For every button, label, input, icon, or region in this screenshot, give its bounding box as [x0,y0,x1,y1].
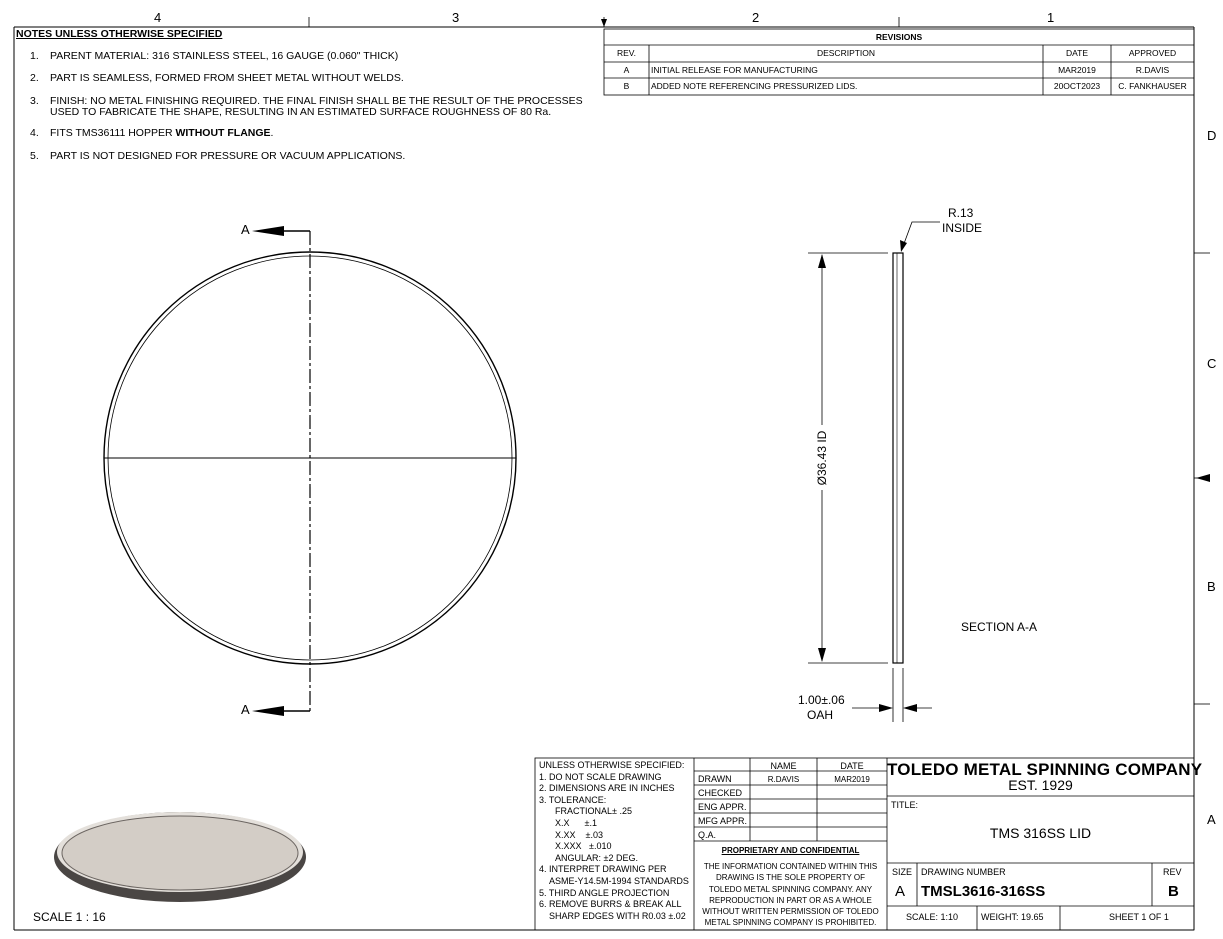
tolerance-line: 5. THIRD ANGLE PROJECTION [539,887,670,898]
approval-date-drawn: MAR2019 [834,775,870,784]
tolerance-line: ASME-Y14.5M-1994 STANDARDS [549,875,689,886]
note-text-4: FITS TMS36111 HOPPER WITHOUT FLANGE. [50,127,274,139]
desc-col-header: DESCRIPTION [816,48,876,58]
zone-label-1: 1 [1047,10,1055,25]
drawing-title: TMS 316SS LID [989,825,1092,841]
note-number-1: 1. [30,50,39,62]
isometric-lid-view [54,812,306,902]
approval-label-mfg: MFG APPR. [698,816,748,826]
diameter-dimension: Ø36.43 ID [815,430,829,486]
proprietary-line: WITHOUT WRITTEN PERMISSION OF TOLEDO [702,907,879,917]
sheet-number: SHEET 1 OF 1 [1109,912,1169,922]
revision-letter: B [1168,883,1179,900]
note-number-3: 3. [30,95,39,107]
tolerance-line: SHARP EDGES WITH R0.03 ±.02 [549,910,686,921]
zone-label-2: 2 [752,10,760,25]
tolerance-line: 6. REMOVE BURRS & BREAK ALL [539,899,682,910]
tolerance-line: X.XX ±.03 [555,829,603,840]
zone-label-a: A [1207,812,1216,827]
drawing-number-label: DRAWING NUMBER [921,867,1006,877]
note-text-3: FINISH: NO METAL FINISHING REQUIRED. THE FINAL FINISH SHALL BE THE RESULT OF THE PROCESSES [50,95,583,107]
radius-dimension: R.13 [948,206,974,220]
section-marker-top: A [241,222,250,237]
note-text-2: PART IS SEAMLESS, FORMED FROM SHEET METAL WITHOUT WELDS. [50,72,404,84]
proprietary-line: THE INFORMATION CONTAINED WITHIN THIS [703,862,878,871]
tolerance-line: UNLESS OTHERWISE SPECIFIED: [539,760,685,770]
front-view [104,231,516,711]
top-center-arrow-icon [601,19,607,27]
tolerance-line: ANGULAR: ±2 DEG. [555,852,638,863]
note-text-3-cont: USED TO FABRICATE THE SHAPE, RESULTING IN AN ESTIMATED SURFACE ROUGHNESS OF 80 Ra. [50,106,552,118]
rev-row-b-rev: B [623,81,630,91]
section-arrow-bottom-icon [252,706,284,716]
sheet-size: A [895,883,906,900]
tolerance-line: 3. TOLERANCE: [539,794,607,805]
rev-label: REV [1163,867,1182,877]
rev-row-b-desc: ADDED NOTE REFERENCING PRESSURIZED LIDS. [651,81,858,91]
approval-label-qa: Q.A. [698,830,717,840]
note-text-5: PART IS NOT DESIGNED FOR PRESSURE OR VACUUM APPLICATIONS. [50,150,406,162]
revisions-title: REVISIONS [875,32,923,42]
drawing-scale: SCALE: 1:10 [906,912,959,922]
tolerance-line: 2. DIMENSIONS ARE IN INCHES [539,783,675,794]
size-label: SIZE [892,867,913,877]
tolerance-line: 4. INTERPRET DRAWING PER [539,864,667,875]
proprietary-line: REPRODUCTION IN PART OR AS A WHOLE [709,895,872,905]
proprietary-notice [694,861,887,929]
zone-label-4: 4 [154,10,162,25]
rev-row-b-approved: C. FANKHAUSER [1118,81,1187,91]
drawing-number: TMSL3616-316SS [921,883,1046,900]
tolerance-line: X.X ±.1 [555,817,597,828]
rev-row-b-date: 20OCT2023 [1053,81,1101,91]
rev-row-a-rev: A [623,65,630,75]
zone-label-c: C [1207,356,1217,371]
tolerance-line: X.XXX ±.010 [555,841,612,852]
note-number-5: 5. [30,150,39,162]
note-number-4: 4. [30,127,39,139]
zone-label-b: B [1207,579,1216,594]
height-arrow-right-icon [879,704,893,712]
approval-label-checked: CHECKED [698,788,743,798]
part-weight: WEIGHT: 19.65 [981,912,1044,922]
rev-col-header: REV. [616,48,637,58]
right-center-arrow-icon [1196,474,1210,482]
dim-arrow-down-icon [818,648,826,662]
approval-name-drawn: R.DAVIS [767,775,800,784]
section-marker-bottom: A [241,702,250,717]
isometric-scale-label: SCALE 1 : 16 [33,910,106,924]
approval-label-drawn: DRAWN [698,774,732,784]
title-label: TITLE: [891,800,919,810]
zone-label-3: 3 [452,10,460,25]
proprietary-line: METAL SPINNING COMPANY IS PROHIBITED. [704,918,877,928]
height-arrow-left-icon [903,704,917,712]
height-dimension-note: OAH [807,708,834,722]
section-view-label: SECTION A-A [961,620,1038,634]
approved-col-header: APPROVED [1128,48,1177,58]
company-established: EST. 1929 [1008,777,1073,793]
note-number-2: 2. [30,72,39,84]
note-text-1: PARENT MATERIAL: 316 STAINLESS STEEL, 16 GAUGE (0.060" THICK) [50,50,399,62]
proprietary-title: PROPRIETARY AND CONFIDENTIAL [721,846,860,855]
proprietary-line: DRAWING IS THE SOLE PROPERTY OF [715,873,866,883]
rev-row-a-desc: INITIAL RELEASE FOR MANUFACTURING [651,65,818,75]
tolerance-line: 1. DO NOT SCALE DRAWING [539,771,662,782]
tolerance-line: FRACTIONAL± .25 [555,806,632,817]
dim-arrow-up-icon [818,254,826,268]
company-name: TOLEDO METAL SPINNING COMPANY [887,760,1203,779]
tolerance-block [539,760,694,922]
rev-row-a-date: MAR2019 [1058,65,1096,75]
radius-arrow-icon [900,240,907,252]
zone-label-d: D [1207,128,1217,143]
height-dimension: 1.00±.06 [798,693,845,707]
approval-label-eng: ENG APPR. [698,802,747,812]
date-col-header: DATE [1065,48,1089,58]
notes-title: NOTES UNLESS OTHERWISE SPECIFIED [16,28,223,40]
radius-dimension-note: INSIDE [942,221,983,235]
rev-row-a-approved: R.DAVIS [1135,65,1170,75]
approvals-name-header: NAME [770,761,797,771]
approvals-date-header: DATE [840,761,864,771]
section-arrow-top-icon [252,226,284,236]
proprietary-line: TOLEDO METAL SPINNING COMPANY. ANY [708,884,873,894]
